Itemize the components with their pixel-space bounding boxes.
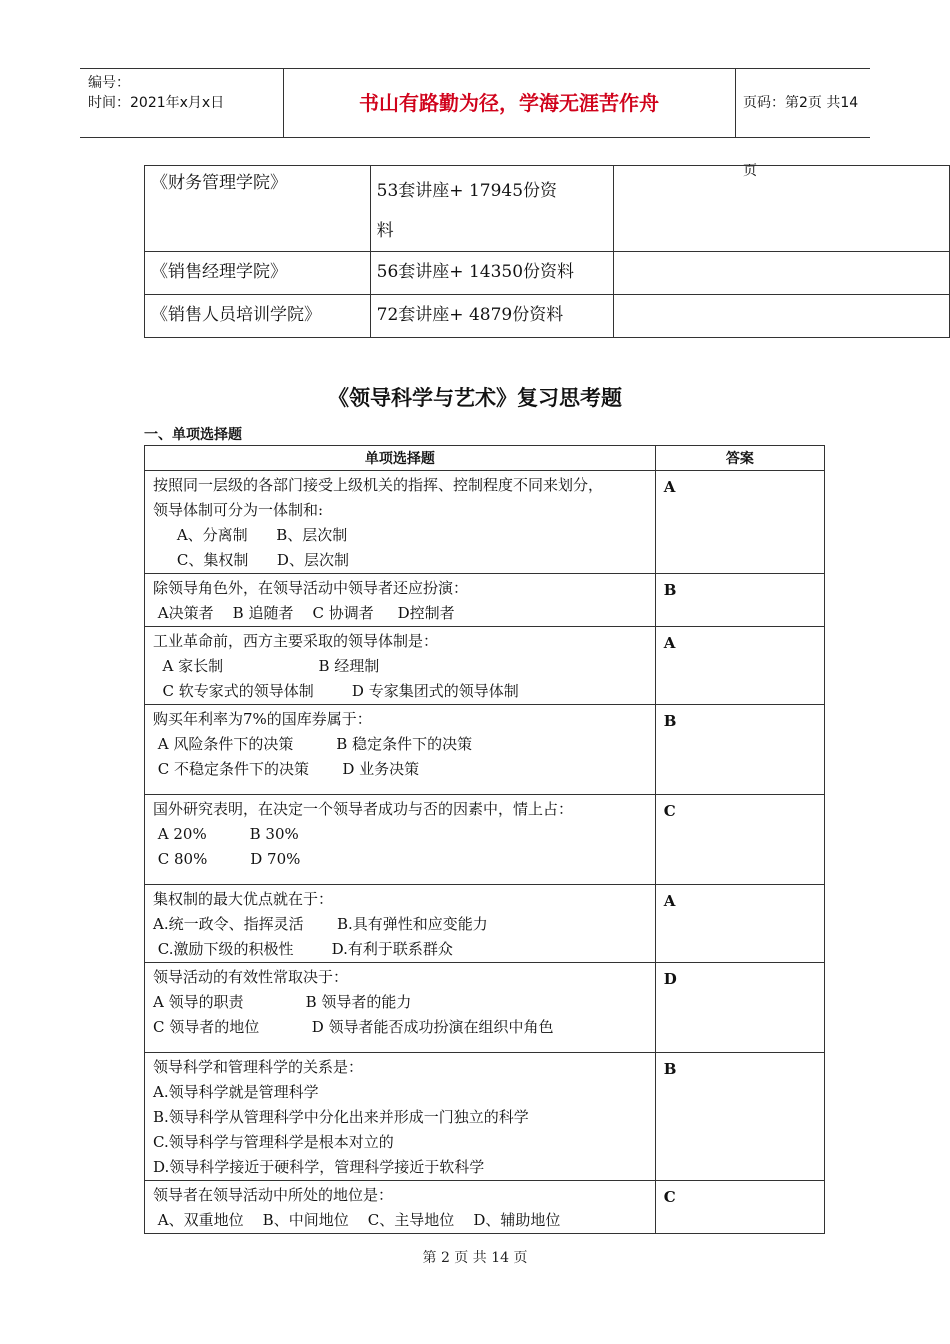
table-row (145, 963, 825, 1053)
table-row (145, 574, 825, 627)
question-cell (145, 1053, 656, 1181)
question-option-line: A、双重地位 B、中间地位 C、主导地位 D、辅助地位 (153, 1211, 561, 1229)
course-detail: 56套讲座+ 14350份资料 (370, 252, 613, 295)
table-row (145, 795, 825, 885)
question-cell (145, 574, 656, 627)
question-option-line (153, 782, 647, 794)
question-stem: 购买年利率为7%的国库券属于： (153, 710, 372, 728)
number-label: 编号： (88, 75, 130, 91)
detail-line: 料 (376, 221, 394, 241)
question-option-line: A 家长制 B 经理制 (153, 657, 380, 675)
question-option-line: B.领导科学从管理科学中分化出来并形成一门独立的科学 (153, 1108, 529, 1126)
question-option-line: A、分离制 B、层次制 (153, 526, 348, 544)
question-cell (145, 627, 656, 705)
question-stem: 除领导角色外，在领导活动中领导者还应扮演： (153, 579, 469, 597)
question-option-line: C 软专家式的领导体制 D 专家集团式的领导体制 (153, 682, 519, 700)
answer-cell: B (655, 705, 824, 795)
answer-cell: C (655, 795, 824, 885)
column-header-question: 单项选择题 (145, 446, 656, 471)
question-option-line: C.领导科学与管理科学是根本对立的 (153, 1133, 394, 1151)
table-row (145, 885, 825, 963)
question-table (144, 445, 825, 1234)
answer-cell: B (655, 1053, 824, 1181)
column-header-answer: 答案 (655, 446, 824, 471)
question-cell (145, 471, 656, 574)
question-option-line (153, 872, 647, 884)
question-option-line: C、集权制 D、层次制 (153, 551, 349, 569)
question-cell (145, 963, 656, 1053)
question-stem: 按照同一层级的各部门接受上级机关的指挥、控制程度不同来划分， (153, 476, 604, 494)
course-note (613, 252, 949, 295)
course-note (613, 295, 949, 338)
question-cell (145, 795, 656, 885)
section-heading: 一、单项选择题 (144, 427, 242, 443)
answer-cell: D (655, 963, 824, 1053)
table-row (145, 295, 950, 338)
table-header-row (145, 446, 825, 471)
answer-cell: B (655, 574, 824, 627)
question-stem: 集权制的最大优点就在于： (153, 890, 334, 908)
course-name: 《财务管理学院》 (145, 166, 371, 252)
divider (735, 69, 736, 137)
question-option-line: C 80% D 70% (153, 850, 301, 868)
question-option-line: A.统一政令、指挥灵活 B.具有弹性和应变能力 (153, 915, 488, 933)
question-stem: 领导者在领导活动中所处的地位是： (153, 1186, 394, 1204)
question-option-line: A 领导的职责 B 领导者的能力 (153, 993, 412, 1011)
page-header (80, 68, 870, 179)
page-footer: 第 2 页 共 14 页 (422, 1250, 528, 1266)
question-stem: 国外研究表明，在决定一个领导者成功与否的因素中，情上占： (153, 800, 574, 818)
answer-cell: C (655, 1181, 824, 1234)
time-label: 时间：2021年x月x日 (88, 95, 225, 111)
motto: 书山有路勤为径，学海无涯苦作舟 (359, 91, 659, 115)
answer-cell: A (655, 627, 824, 705)
detail-line: 53套讲座+ 17945份资 (376, 181, 558, 201)
table-row (145, 471, 825, 574)
table-row (145, 1053, 825, 1181)
question-option-line: D.领导科学接近于硬科学，管理科学接近于软科学 (153, 1158, 485, 1176)
course-detail: 72套讲座+ 4879份资料 (370, 295, 613, 338)
question-option-line: A.领导科学就是管理科学 (153, 1083, 319, 1101)
question-option-line: 领导体制可分为一体制和: (153, 501, 324, 519)
question-option-line: C.激励下级的积极性 D.有利于联系群众 (153, 940, 453, 958)
question-option-line: C 不稳定条件下的决策 D 业务决策 (153, 760, 420, 778)
question-stem: 领导科学和管理科学的关系是： (153, 1058, 364, 1076)
table-row (145, 705, 825, 795)
question-cell (145, 885, 656, 963)
question-option-line: A决策者 B 追随者 C 协调者 D控制者 (153, 604, 455, 622)
question-option-line: C 领导者的地位 D 领导者能否成功扮演在组织中角色 (153, 1018, 554, 1036)
answer-cell: A (655, 471, 824, 574)
course-detail (370, 166, 613, 252)
table-row (145, 1181, 825, 1234)
question-option-line: A 风险条件下的决策 B 稳定条件下的决策 (153, 735, 473, 753)
question-option-line: A 20% B 30% (153, 825, 299, 843)
table-row (145, 627, 825, 705)
course-note (613, 166, 949, 252)
table-row (145, 252, 950, 295)
question-rows (145, 471, 825, 1234)
question-stem: 工业革命前，西方主要采取的领导体制是： (153, 632, 439, 650)
question-stem: 领导活动的有效性常取决于： (153, 968, 349, 986)
page-title: 《领导科学与艺术》复习思考题 (328, 385, 622, 410)
question-option-line (153, 1040, 647, 1052)
question-cell (145, 705, 656, 795)
table-row (145, 166, 950, 252)
header-meta (88, 73, 283, 113)
course-name: 《销售经理学院》 (145, 252, 371, 295)
question-cell (145, 1181, 656, 1234)
answer-cell: A (655, 885, 824, 963)
course-table (144, 165, 950, 338)
course-name: 《销售人员培训学院》 (145, 295, 371, 338)
page-info: 页码：第2页 共14页 (743, 95, 859, 179)
